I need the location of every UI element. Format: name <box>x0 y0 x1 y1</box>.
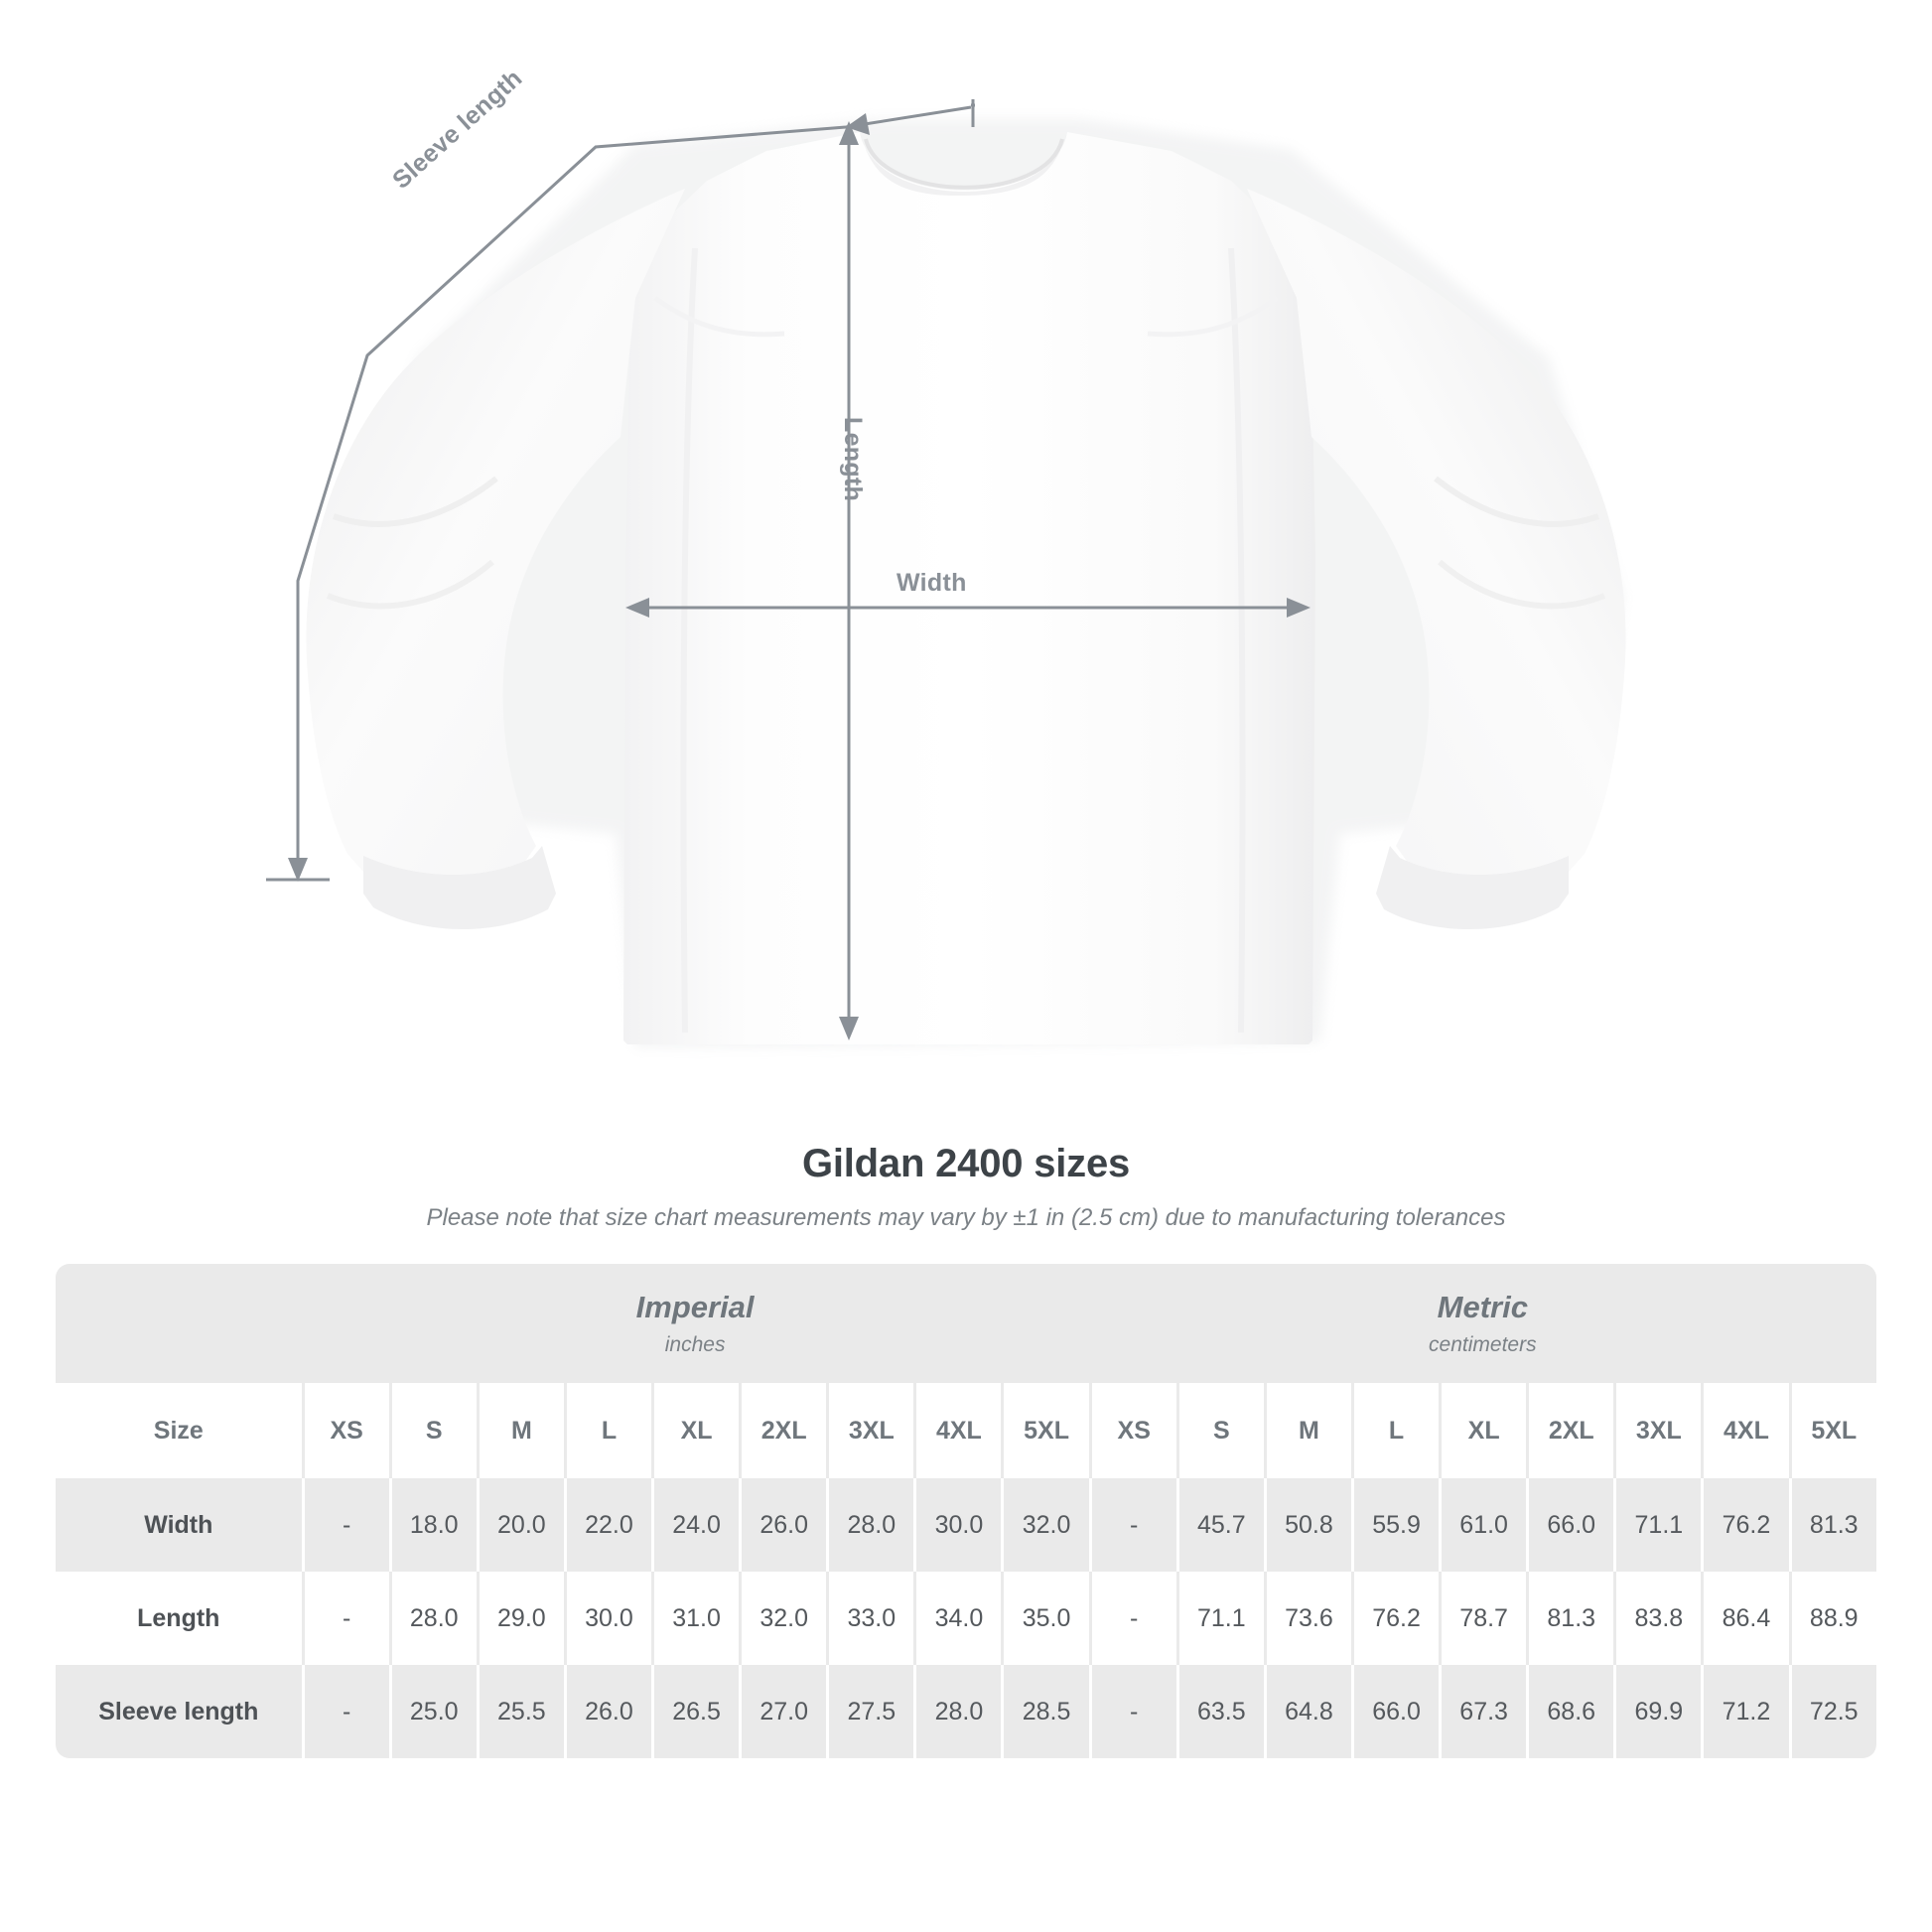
cell-length-metric-5xl: 88.9 <box>1789 1572 1876 1665</box>
label-width: Width <box>897 569 967 597</box>
cell-width-imperial-5xl: 32.0 <box>1001 1478 1088 1572</box>
cell-width-imperial-3xl: 28.0 <box>826 1478 913 1572</box>
cell-sleeve-imperial-3xl: 27.5 <box>826 1665 913 1758</box>
size-header-imperial-2xl: 2XL <box>739 1383 826 1478</box>
size-chart-wrapper <box>56 1264 1876 1758</box>
cell-length-imperial-4xl: 34.0 <box>913 1572 1001 1665</box>
cell-length-imperial-xl: 31.0 <box>651 1572 739 1665</box>
row-label-sleeve-length: Sleeve length <box>56 1665 302 1758</box>
cell-width-metric-xs: - <box>1089 1478 1176 1572</box>
cell-width-metric-5xl: 81.3 <box>1789 1478 1876 1572</box>
cell-width-metric-l: 55.9 <box>1351 1478 1439 1572</box>
cell-sleeve-metric-5xl: 72.5 <box>1789 1665 1876 1758</box>
table-row <box>56 1478 1876 1572</box>
size-header-label: Size <box>56 1383 302 1478</box>
unit-group-metric-name: Metric <box>1437 1290 1528 1324</box>
unit-row-corner <box>56 1264 302 1383</box>
cell-sleeve-imperial-s: 25.0 <box>389 1665 477 1758</box>
cell-length-metric-xl: 78.7 <box>1439 1572 1526 1665</box>
cell-length-imperial-2xl: 32.0 <box>739 1572 826 1665</box>
cell-sleeve-metric-3xl: 69.9 <box>1613 1665 1701 1758</box>
cell-length-metric-m: 73.6 <box>1264 1572 1351 1665</box>
size-header-imperial-s: S <box>389 1383 477 1478</box>
cell-sleeve-imperial-xs: - <box>302 1665 389 1758</box>
cell-width-metric-3xl: 71.1 <box>1613 1478 1701 1572</box>
cell-width-imperial-4xl: 30.0 <box>913 1478 1001 1572</box>
cell-length-imperial-5xl: 35.0 <box>1001 1572 1088 1665</box>
cell-sleeve-imperial-2xl: 27.0 <box>739 1665 826 1758</box>
size-header-imperial-xl: XL <box>651 1383 739 1478</box>
cell-width-imperial-xl: 24.0 <box>651 1478 739 1572</box>
size-header-metric-4xl: 4XL <box>1701 1383 1788 1478</box>
cell-width-imperial-2xl: 26.0 <box>739 1478 826 1572</box>
cell-length-imperial-s: 28.0 <box>389 1572 477 1665</box>
row-label-width: Width <box>56 1478 302 1572</box>
unit-group-metric <box>1089 1264 1876 1383</box>
size-header-imperial-xs: XS <box>302 1383 389 1478</box>
unit-group-imperial-sub: inches <box>664 1333 726 1356</box>
cell-sleeve-metric-2xl: 68.6 <box>1526 1665 1613 1758</box>
cell-sleeve-imperial-l: 26.0 <box>564 1665 651 1758</box>
cell-sleeve-metric-xs: - <box>1089 1665 1176 1758</box>
cell-length-imperial-m: 29.0 <box>477 1572 564 1665</box>
cell-length-metric-4xl: 86.4 <box>1701 1572 1788 1665</box>
row-label-length: Length <box>56 1572 302 1665</box>
cell-width-metric-xl: 61.0 <box>1439 1478 1526 1572</box>
size-header-imperial-m: M <box>477 1383 564 1478</box>
unit-group-metric-sub: centimeters <box>1429 1333 1537 1356</box>
cell-sleeve-metric-l: 66.0 <box>1351 1665 1439 1758</box>
cell-length-metric-s: 71.1 <box>1176 1572 1264 1665</box>
table-row <box>56 1572 1876 1665</box>
size-header-metric-m: M <box>1264 1383 1351 1478</box>
size-header-metric-xl: XL <box>1439 1383 1526 1478</box>
cell-sleeve-imperial-5xl: 28.5 <box>1001 1665 1088 1758</box>
unit-group-imperial-name: Imperial <box>635 1290 755 1324</box>
size-header-metric-l: L <box>1351 1383 1439 1478</box>
unit-group-imperial <box>302 1264 1089 1383</box>
size-header-imperial-l: L <box>564 1383 651 1478</box>
cell-sleeve-metric-xl: 67.3 <box>1439 1665 1526 1758</box>
title-block <box>0 1142 1932 1232</box>
cell-length-metric-l: 76.2 <box>1351 1572 1439 1665</box>
page-subtitle: Please note that size chart measurements may vary by ±1 in (2.5 cm) due to manufacturing tolerances <box>426 1204 1506 1231</box>
cell-length-imperial-3xl: 33.0 <box>826 1572 913 1665</box>
cell-length-metric-3xl: 83.8 <box>1613 1572 1701 1665</box>
cell-width-metric-2xl: 66.0 <box>1526 1478 1613 1572</box>
size-header-metric-xs: XS <box>1089 1383 1176 1478</box>
cell-sleeve-imperial-4xl: 28.0 <box>913 1665 1001 1758</box>
cell-sleeve-imperial-m: 25.5 <box>477 1665 564 1758</box>
cell-width-imperial-l: 22.0 <box>564 1478 651 1572</box>
cell-length-imperial-xs: - <box>302 1572 389 1665</box>
size-header-metric-s: S <box>1176 1383 1264 1478</box>
unit-group-row <box>56 1264 1876 1383</box>
size-header-imperial-5xl: 5XL <box>1001 1383 1088 1478</box>
table-row <box>56 1665 1876 1758</box>
size-header-metric-3xl: 3XL <box>1613 1383 1701 1478</box>
cell-width-metric-4xl: 76.2 <box>1701 1478 1788 1572</box>
cell-width-imperial-m: 20.0 <box>477 1478 564 1572</box>
cell-sleeve-metric-4xl: 71.2 <box>1701 1665 1788 1758</box>
label-sleeve-length: Sleeve length <box>387 64 528 195</box>
size-header-metric-2xl: 2XL <box>1526 1383 1613 1478</box>
cell-sleeve-metric-s: 63.5 <box>1176 1665 1264 1758</box>
cell-width-metric-m: 50.8 <box>1264 1478 1351 1572</box>
size-header-row <box>56 1383 1876 1478</box>
cell-length-metric-2xl: 81.3 <box>1526 1572 1613 1665</box>
cell-length-imperial-l: 30.0 <box>564 1572 651 1665</box>
cell-width-imperial-xs: - <box>302 1478 389 1572</box>
cell-length-metric-xs: - <box>1089 1572 1176 1665</box>
size-chart-table <box>56 1264 1876 1758</box>
cell-width-imperial-s: 18.0 <box>389 1478 477 1572</box>
size-header-imperial-3xl: 3XL <box>826 1383 913 1478</box>
cell-width-metric-s: 45.7 <box>1176 1478 1264 1572</box>
label-length: Length <box>839 417 867 502</box>
size-header-metric-5xl: 5XL <box>1789 1383 1876 1478</box>
size-header-imperial-4xl: 4XL <box>913 1383 1001 1478</box>
page-title: Gildan 2400 sizes <box>801 1142 1131 1185</box>
cell-sleeve-imperial-xl: 26.5 <box>651 1665 739 1758</box>
cell-sleeve-metric-m: 64.8 <box>1264 1665 1351 1758</box>
